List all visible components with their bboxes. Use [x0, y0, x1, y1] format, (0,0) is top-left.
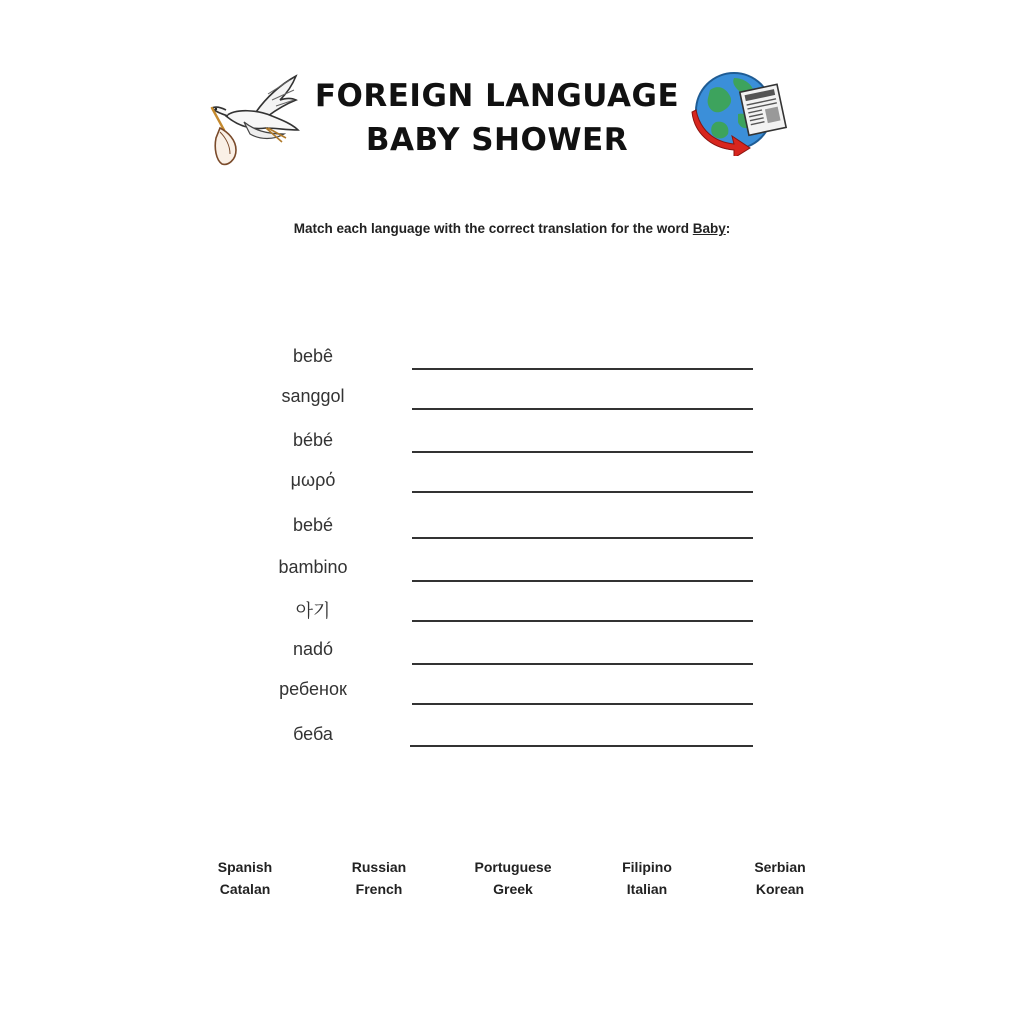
page-title — [300, 74, 694, 162]
language-column — [453, 856, 573, 900]
language-option: Portuguese — [474, 859, 552, 875]
language-option: French — [355, 881, 403, 897]
word-item: bébé — [292, 430, 334, 450]
word-item: sanggol — [281, 386, 345, 406]
language-column — [319, 856, 439, 900]
answer-blank[interactable] — [412, 368, 753, 370]
instruction-keyword: Baby — [692, 221, 726, 236]
language-option: Russian — [351, 859, 407, 875]
answer-blank[interactable] — [412, 703, 753, 705]
word-item: 아기 — [295, 601, 331, 621]
language-option: Italian — [626, 881, 668, 897]
word-item: bebê — [292, 346, 334, 366]
word-item: μωρό — [290, 470, 336, 490]
answer-blank[interactable] — [412, 580, 753, 582]
instruction-suffix: : — [725, 221, 731, 236]
answer-blank[interactable] — [410, 745, 753, 747]
word-item: беба — [293, 724, 333, 744]
word-item: bebé — [292, 515, 334, 535]
language-option: Greek — [493, 881, 533, 897]
language-option: Korean — [755, 881, 805, 897]
instruction-prefix: Match each language with the correct translation for the word — [293, 221, 693, 236]
language-option: Filipino — [622, 859, 672, 875]
language-column — [587, 856, 707, 900]
language-option: Catalan — [219, 881, 271, 897]
language-option: Spanish — [217, 859, 273, 875]
word-item: ребенок — [279, 679, 347, 699]
language-option: Serbian — [754, 859, 806, 875]
instruction-text — [200, 221, 824, 236]
answer-blank[interactable] — [412, 620, 753, 622]
language-column — [185, 856, 305, 900]
answer-blank[interactable] — [412, 408, 753, 410]
language-column — [720, 856, 840, 900]
title-line-1: FOREIGN LANGUAGE — [314, 78, 680, 114]
answer-blank[interactable] — [412, 663, 753, 665]
answer-blank[interactable] — [412, 537, 753, 539]
stork-icon — [206, 68, 302, 172]
word-item: bambino — [278, 557, 348, 577]
globe-newspaper-icon — [690, 66, 790, 156]
answer-blank[interactable] — [412, 451, 753, 453]
answer-blank[interactable] — [412, 491, 753, 493]
title-line-2: BABY SHOWER — [365, 122, 629, 158]
word-item: nadó — [292, 639, 334, 659]
